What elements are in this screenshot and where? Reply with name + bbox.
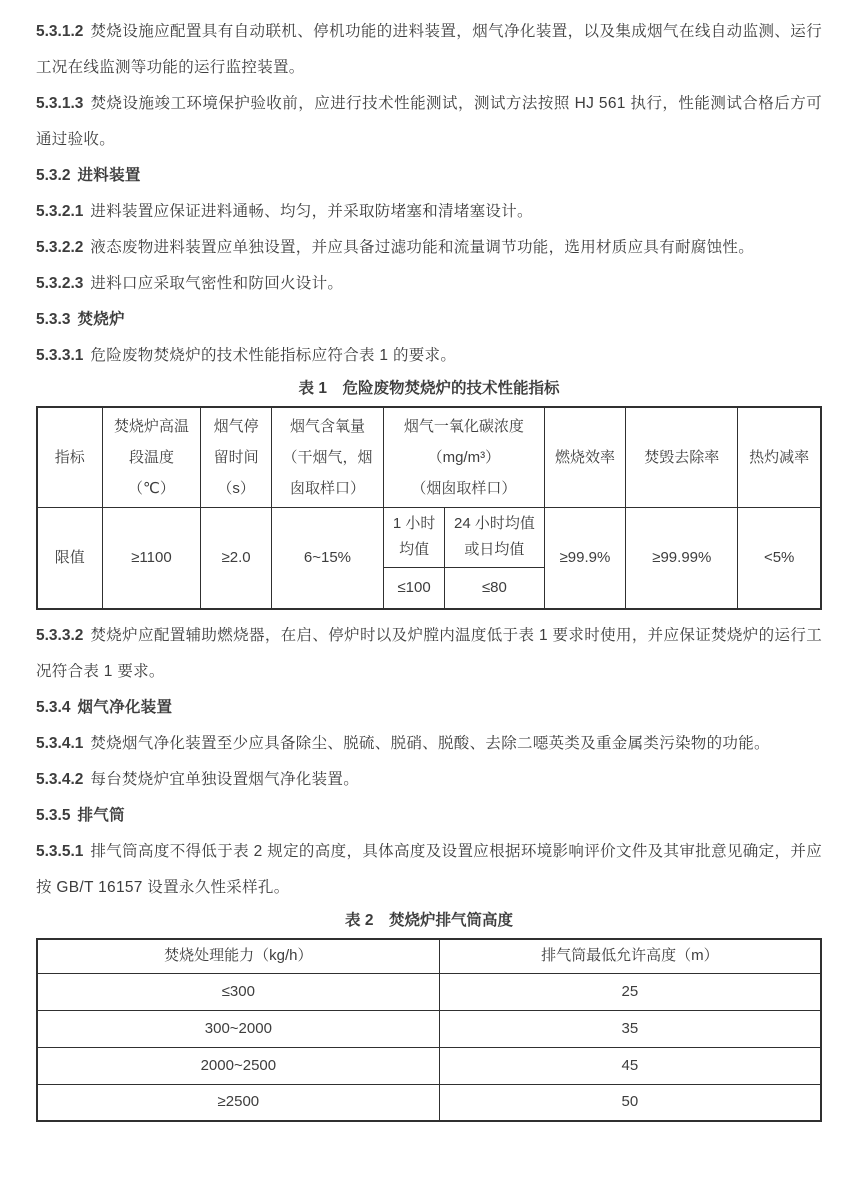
t1-header-destruction-removal: 焚毁去除率 [626,407,738,507]
t1-header-ash-burn-loss: 热灼减率 [738,407,821,507]
t2-capacity-cell: ≥2500 [37,1084,439,1121]
clause-text: 危险废物焚烧炉的技术性能指标应符合表 1 的要求。 [90,347,457,364]
clause-number: 5.3.4.2 [36,771,84,788]
clause-number: 5.3.2.1 [36,203,84,220]
table-1-container [36,406,822,610]
clause-text: 液态废物进料装置应单独设置，并应具备过滤功能和流量调节功能，选用材质应具有耐腐蚀性。 [90,239,755,256]
clause-number: 5.3.5 [36,807,71,824]
clause-text: 排气筒高度不得低于表 2 规定的高度，具体高度及设置应根据环境影响评价文件及其审批意见确定，并应按 GB/T 16157 设置永久性采样孔。 [36,843,822,896]
t1-header-oxygen: 烟气含氧量 （干烟气，烟 囱取样口） [271,407,383,507]
t1-value-temperature: ≥1100 [102,507,201,609]
t1-header-temperature: 焚烧炉高温 段温度 （℃） [102,407,201,507]
table-row [37,1010,821,1047]
table-row [37,973,821,1010]
clause-number: 5.3.5.1 [36,843,84,860]
t1-value-oxygen: 6~15% [271,507,383,609]
table-2-caption: 表 2 焚烧炉排气筒高度 [345,912,513,929]
clause-5.3.4-heading [36,690,822,726]
t1-header-indicator: 指标 [37,407,102,507]
clause-text: 烟气净化装置 [77,699,173,716]
clause-text: 排气筒 [77,807,125,824]
t2-height-cell: 50 [439,1084,821,1121]
t1-co-24h-value: ≤80 [445,567,545,609]
clause-5.3.5.1 [36,834,822,906]
clause-5.3.2.3 [36,266,822,302]
clause-5.3.5-heading [36,798,822,834]
clause-5.3.2.1 [36,194,822,230]
t2-height-cell: 35 [439,1010,821,1047]
t2-capacity-cell: 2000~2500 [37,1047,439,1084]
clause-5.3.2-heading [36,158,822,194]
t1-header-residence-time: 烟气停 留时间 （s） [201,407,272,507]
t1-co-1h-value: ≤100 [384,567,445,609]
clause-text: 进料装置 [77,167,141,184]
t1-value-residence-time: ≥2.0 [201,507,272,609]
clause-5.3.3.1 [36,338,822,374]
t2-header-capacity: 焚烧处理能力（kg/h） [37,939,439,973]
clause-5.3.1.2 [36,14,822,86]
t1-co-1h-label: 1 小时 均值 [384,507,445,567]
t1-row-label: 限值 [37,507,102,609]
clause-text: 焚烧炉 [77,311,125,328]
clause-text: 进料口应采取气密性和防回火设计。 [90,275,344,292]
table-1-caption: 表 1 危险废物焚烧炉的技术性能指标 [298,380,560,397]
table-row [37,1084,821,1121]
clause-number: 5.3.3.1 [36,347,84,364]
clause-number: 5.3.3.2 [36,627,84,644]
clause-text: 焚烧烟气净化装置至少应具备除尘、脱硫、脱硝、脱酸、去除二噁英类及重金属类污染物的功能。 [90,735,770,752]
t2-header-min-height: 排气筒最低允许高度（m） [439,939,821,973]
clause-number: 5.3.2.3 [36,275,84,292]
clause-number: 5.3.1.3 [36,95,84,112]
t2-capacity-cell: ≤300 [37,973,439,1010]
clause-5.3.4.1 [36,726,822,762]
clause-number: 5.3.4.1 [36,735,84,752]
clause-text: 焚烧炉应配置辅助燃烧器，在启、停炉时以及炉膛内温度低于表 1 要求时使用，并应保证焚烧炉的运行工况符合表 1 要求。 [36,627,822,680]
clause-5.3.2.2 [36,230,822,266]
table-2-stack-height [36,938,822,1122]
table-2-header-row [37,939,821,973]
clause-text: 焚烧设施应配置具有自动联机、停机功能的进料装置，烟气净化装置，以及集成烟气在线自动监测、运行工况在线监测等功能的运行监控装置。 [36,23,822,76]
t1-co-24h-label: 24 小时均值 或日均值 [445,507,545,567]
clause-5.3.4.2 [36,762,822,798]
clause-number: 5.3.3 [36,311,71,328]
table-row [37,1047,821,1084]
table-1-performance-indicators [36,406,822,610]
clause-number: 5.3.2 [36,167,71,184]
t2-height-cell: 25 [439,973,821,1010]
clause-5.3.3.2 [36,618,822,690]
clause-number: 5.3.2.2 [36,239,84,256]
clause-number: 5.3.1.2 [36,23,84,40]
clause-5.3.3-heading [36,302,822,338]
clause-text: 进料装置应保证进料通畅、均匀，并采取防堵塞和清堵塞设计。 [90,203,533,220]
t2-height-cell: 45 [439,1047,821,1084]
t1-header-co: 烟气一氧化碳浓度 （mg/m³） （烟囱取样口） [384,407,545,507]
clause-text: 焚烧设施竣工环境保护验收前，应进行技术性能测试，测试方法按照 HJ 561 执行，性能测试合格后方可通过验收。 [36,95,822,148]
clause-text: 每台焚烧炉宜单独设置烟气净化装置。 [90,771,360,788]
t1-value-ash-burn-loss: <5% [738,507,821,609]
t2-capacity-cell: 300~2000 [37,1010,439,1047]
t1-header-combustion-efficiency: 燃烧效率 [544,407,626,507]
t1-value-destruction-removal: ≥99.99% [626,507,738,609]
clause-5.3.1.3 [36,86,822,158]
table-1-limit-row [37,507,821,567]
table-1-header-row [37,407,821,507]
clause-number: 5.3.4 [36,699,71,716]
t1-value-combustion-efficiency: ≥99.9% [544,507,626,609]
